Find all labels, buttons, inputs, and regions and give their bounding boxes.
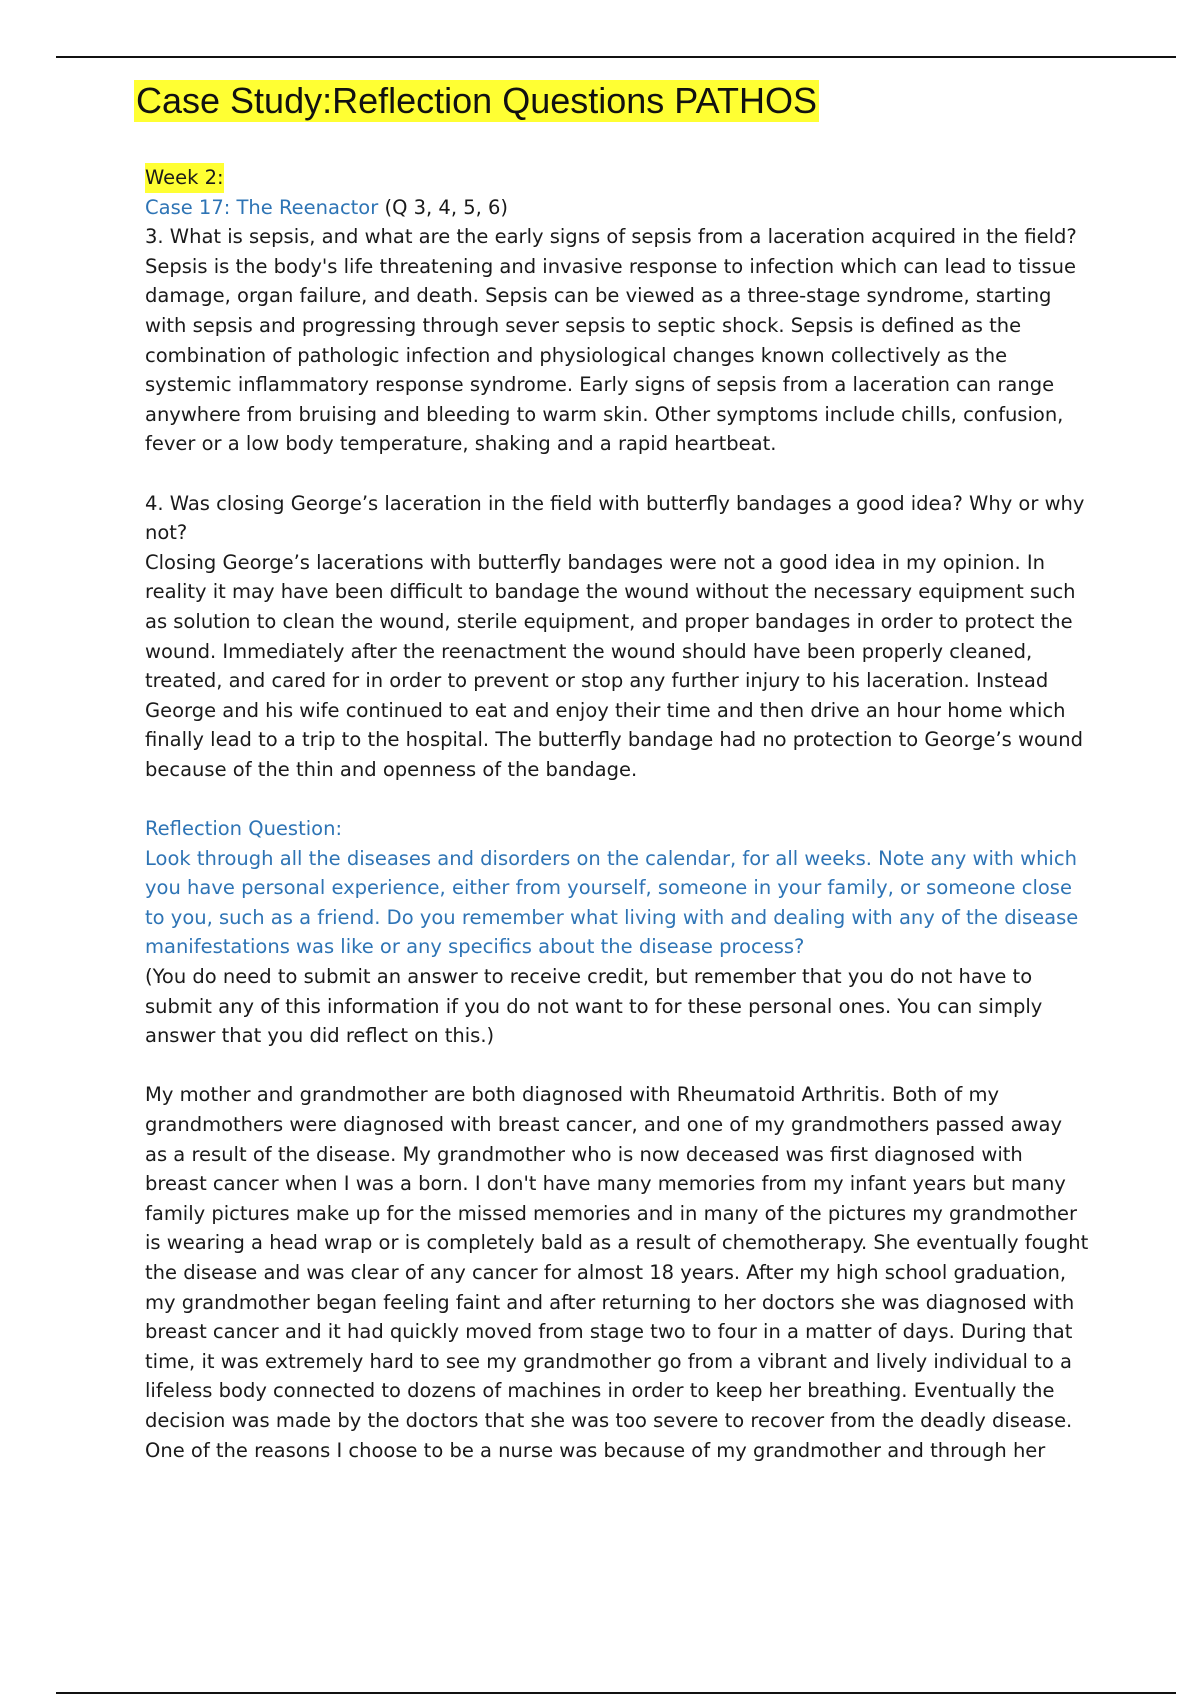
reflection-note: (You do need to submit an answer to receive credit, but remember that you do not have to submit any of this information if you do not want to for these personal ones. You can simply answer that you did reflect on this.) xyxy=(145,965,1043,1048)
reflection-answer: My mother and grandmother are both diagnosed with Rheumatoid Arthritis. Both of my grandmothers were diagnosed with breast cancer, and one of my grandmothers passed away as a result of the disease. My grandmother who is now deceased was first diagnosed with breast cancer when I was a born. I don't have many memories from my infant years but many family pictures make up for the missed memories and in many of the pictures my grandmother is wearing a head wrap or is completely bald as a result of chemotherapy. She eventually fought the disease and was clear of any cancer for almost 18 years. After my high school graduation, my grandmother began feeling faint and after returning to her doctors she was diagnosed with breast cancer and it had quickly moved from stage two to four in a matter of days. During that time, it was extremely hard to see my grandmother go from a vibrant and lively individual to a lifeless body connected to dozens of machines in order to keep her breathing. Eventually the decision was made by the doctors that she was too severe to recover from the deadly disease. One of the reasons I choose to be a nurse was because of my grandmother and through her xyxy=(145,1083,1089,1462)
q3-answer: Sepsis is the body's life threatening and invasive response to infection which can lead to tissue damage, organ failure, and death. Sepsis can be viewed as a three-stage syndrome, starting with sepsis and progressing through sever sepsis to septic shock. Sepsis is defined as the combination of pathologic infection and physiological changes known collectively as the systemic inflammatory response syndrome. Early signs of sepsis from a laceration can range anywhere from bruising and bleeding to warm skin. Other symptoms include chills, confusion, fever or a low body temperature, shaking and a rapid heartbeat. xyxy=(145,254,1077,456)
q3-question: 3. What is sepsis, and what are the early signs of sepsis from a laceration acquired in the field? xyxy=(145,225,1077,249)
week-heading xyxy=(145,163,1090,193)
q4-question: 4. Was closing George’s laceration in the field with butterfly bandages a good idea? Why or why not? xyxy=(145,491,1085,545)
case-title: Case 17: The Reenactor xyxy=(145,195,379,219)
document-body xyxy=(145,163,1090,1465)
top-rule xyxy=(56,56,1176,58)
bottom-rule xyxy=(56,1692,1176,1694)
page-title: Case Study:Reflection Questions PATHOS xyxy=(136,80,817,121)
q4-answer: Closing George’s lacerations with butterfly bandages were not a good idea in my opinion. In reality it may have been difficult to bandage the wound without the necessary equipment such as solution to clean the wound, sterile equipment, and proper bandages in order to protect the wound. Immediately after the reenactment the wound should have been properly cleaned, treated, and cared for in order to prevent or stop any further injury to his laceration. Instead George and his wife continued to eat and enjoy their time and then drive an hour home which finally lead to a trip to the hospital. The butterfly bandage had no protection to George’s wound because of the thin and openness of the bandage. xyxy=(145,550,1084,781)
case-questions: (Q 3, 4, 5, 6) xyxy=(378,195,509,219)
week-label: Week 2: xyxy=(145,163,224,193)
case-heading xyxy=(145,193,1090,223)
title-block xyxy=(134,80,819,122)
spacer xyxy=(145,784,1090,814)
reflection-heading: Reflection Question: xyxy=(145,817,343,841)
spacer xyxy=(145,1051,1090,1081)
reflection-prompt: Look through all the diseases and disorders on the calendar, for all weeks. Note any with which you have personal experience, either from yourself, someone in your family, or someone close to you, such as a friend. Do you remember what living with and dealing with any of the disease manifestations was like or any specifics about the disease process? xyxy=(145,846,1079,959)
spacer xyxy=(145,459,1090,489)
